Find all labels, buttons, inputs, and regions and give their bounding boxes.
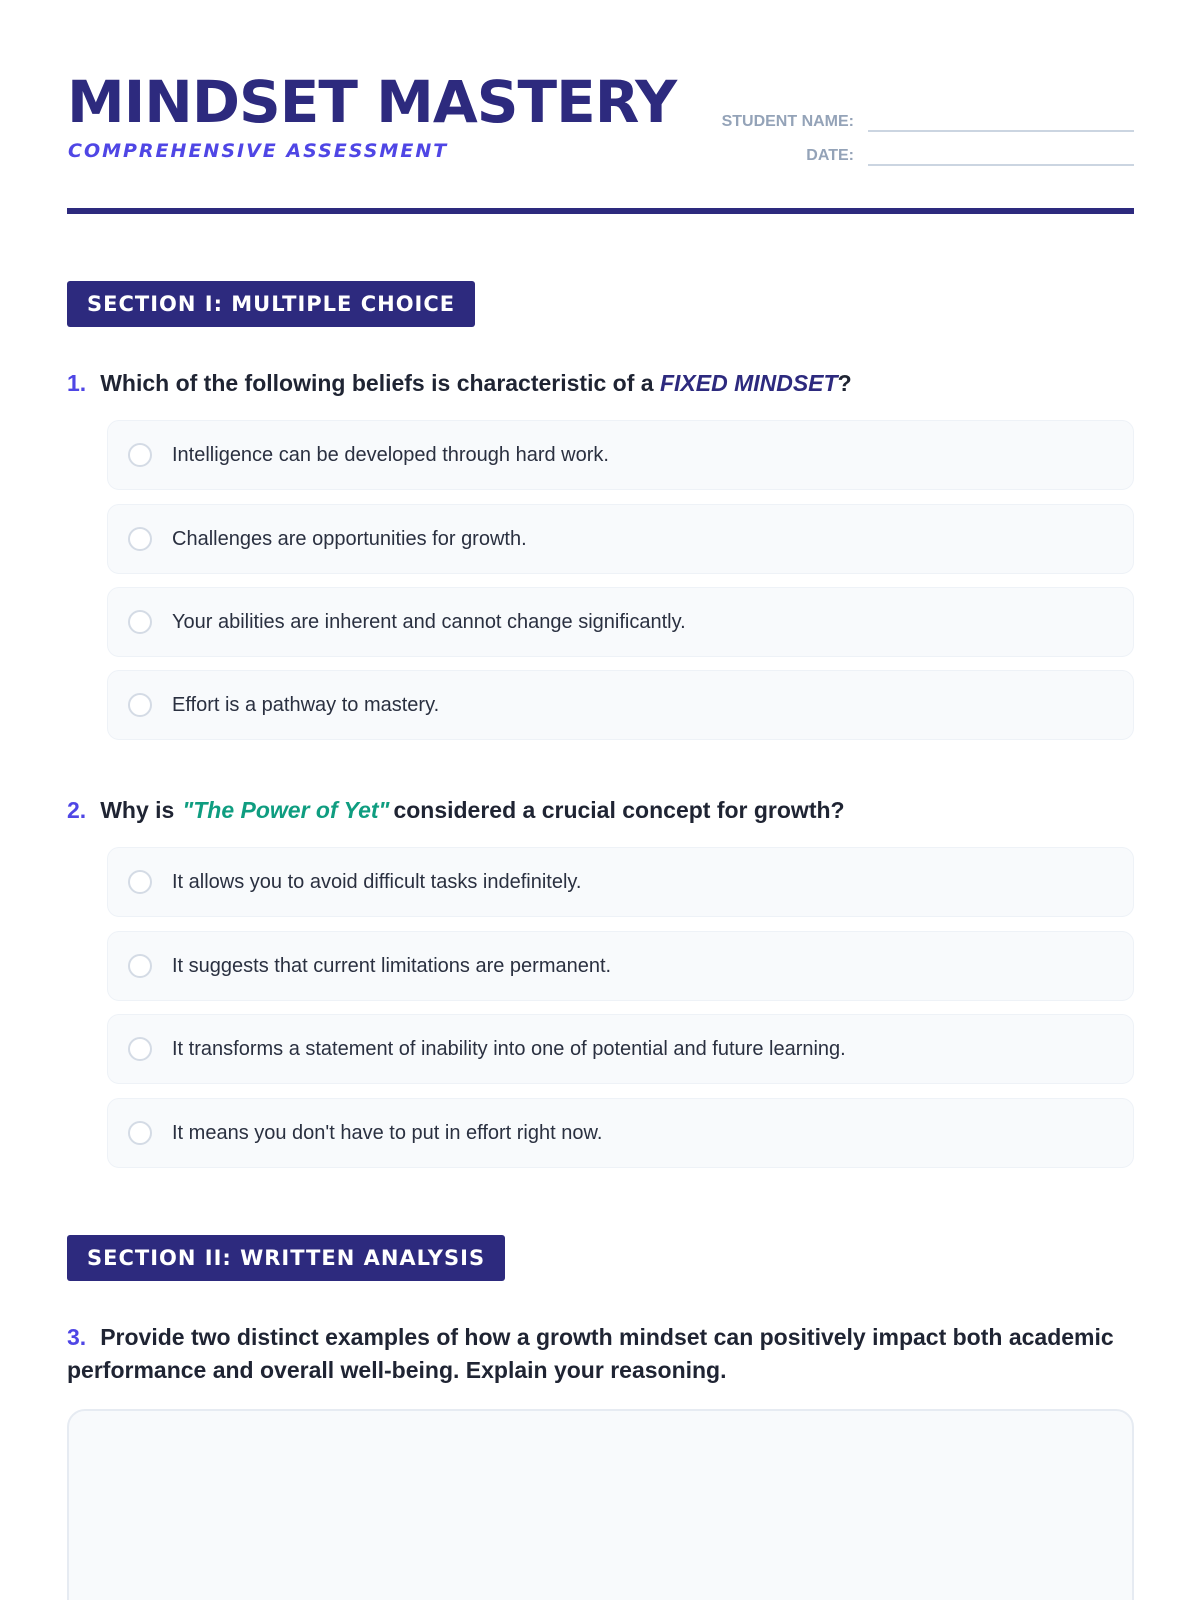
page-title: MINDSET MASTERY xyxy=(67,68,677,136)
question-text: Which of the following beliefs is characteristic of a xyxy=(100,370,660,396)
radio-button[interactable] xyxy=(128,1037,152,1061)
radio-button[interactable] xyxy=(128,610,152,634)
section-1-badge: SECTION I: MULTIPLE CHOICE xyxy=(67,281,475,327)
option-label: It transforms a statement of inability into one of potential and future learning. xyxy=(172,1037,846,1060)
question-3 xyxy=(67,1321,1134,1387)
q1-option-4[interactable] xyxy=(107,670,1134,740)
option-label: It means you don't have to put in effort right now. xyxy=(172,1121,603,1144)
page-subtitle: COMPREHENSIVE ASSESSMENT xyxy=(68,140,449,162)
q2-option-4[interactable] xyxy=(107,1098,1134,1168)
option-label: It allows you to avoid difficult tasks indefinitely. xyxy=(172,870,582,893)
question-text: Why is xyxy=(100,797,175,823)
q2-option-3[interactable] xyxy=(107,1014,1134,1084)
date-label: DATE: xyxy=(806,147,854,164)
date-field xyxy=(668,142,1134,166)
radio-button[interactable] xyxy=(128,443,152,467)
q1-option-3[interactable] xyxy=(107,587,1134,657)
q1-option-1[interactable] xyxy=(107,420,1134,490)
student-name-field xyxy=(668,108,1134,132)
option-label: Challenges are opportunities for growth. xyxy=(172,527,527,550)
question-1 xyxy=(67,367,1134,400)
header-divider xyxy=(67,208,1134,214)
written-answer-textarea[interactable] xyxy=(67,1409,1134,1600)
radio-button[interactable] xyxy=(128,954,152,978)
question-text: Provide two distinct examples of how a growth mindset can positively impact both academic performance and overall well-being. Explain your reasoning. xyxy=(67,1324,1114,1383)
radio-button[interactable] xyxy=(128,870,152,894)
q2-option-1[interactable] xyxy=(107,847,1134,917)
option-label: Intelligence can be developed through hard work. xyxy=(172,443,609,466)
question-emphasis: FIXED MINDSET xyxy=(659,370,838,396)
question-text-end: considered a crucial concept for growth? xyxy=(393,797,845,823)
radio-button[interactable] xyxy=(128,527,152,551)
question-2 xyxy=(67,794,1134,827)
q2-option-2[interactable] xyxy=(107,931,1134,1001)
option-label: Your abilities are inherent and cannot change significantly. xyxy=(172,610,686,633)
question-number: 3. xyxy=(67,1324,87,1350)
student-name-label: STUDENT NAME: xyxy=(721,113,854,130)
question-number: 1. xyxy=(67,370,87,396)
q1-option-2[interactable] xyxy=(107,504,1134,574)
student-name-input[interactable] xyxy=(868,112,1134,132)
question-text-end: ? xyxy=(837,370,852,396)
option-label: It suggests that current limitations are permanent. xyxy=(172,954,612,977)
date-input[interactable] xyxy=(868,146,1134,166)
assessment-page xyxy=(67,0,1134,1600)
question-number: 2. xyxy=(67,797,87,823)
section-2-badge: SECTION II: WRITTEN ANALYSIS xyxy=(67,1235,505,1281)
question-emphasis: "The Power of Yet" xyxy=(182,797,390,823)
radio-button[interactable] xyxy=(128,1121,152,1145)
radio-button[interactable] xyxy=(128,693,152,717)
option-label: Effort is a pathway to mastery. xyxy=(172,693,440,716)
header xyxy=(67,68,1134,172)
